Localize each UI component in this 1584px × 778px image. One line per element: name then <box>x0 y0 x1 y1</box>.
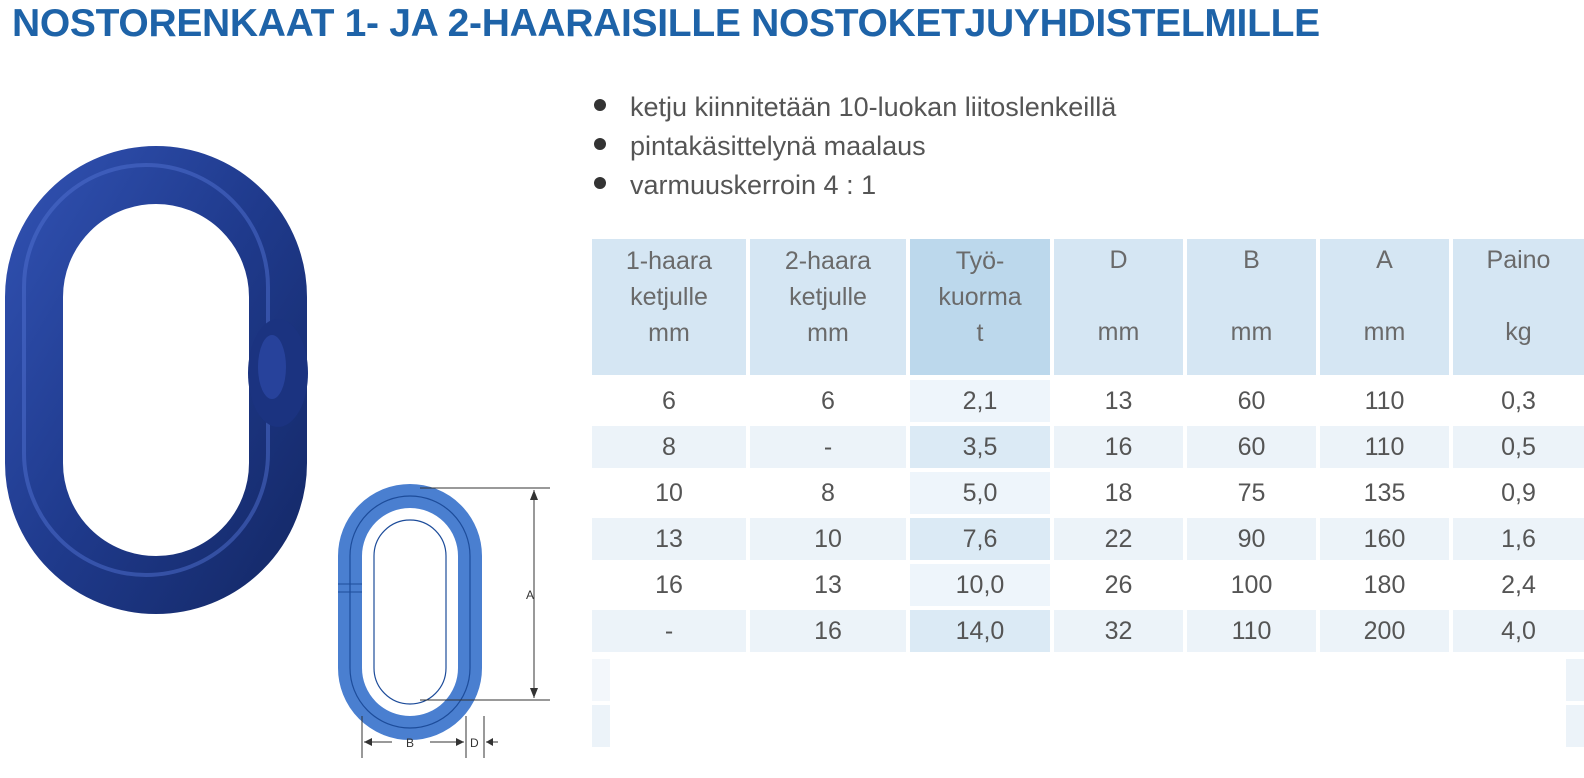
header-a <box>1320 239 1449 375</box>
header-unit: kg <box>1505 318 1532 346</box>
table-cell: 160 <box>1320 518 1449 560</box>
table-row <box>592 518 1584 560</box>
dimension-drawing <box>330 468 560 768</box>
header-text: B <box>1243 246 1260 274</box>
table-cell: 26 <box>1054 564 1183 606</box>
bullet-icon <box>594 138 606 150</box>
feature-item <box>592 166 1116 205</box>
header-text: Paino <box>1486 246 1551 274</box>
header-text: kuorma <box>938 283 1022 311</box>
table-cell: 10,0 <box>910 564 1050 606</box>
header-text: A <box>1376 246 1393 274</box>
table-cell: - <box>750 426 906 468</box>
table-cell: 100 <box>1187 564 1316 606</box>
table-cell: 110 <box>1320 380 1449 422</box>
table-cell: 6 <box>592 380 746 422</box>
header-text: D <box>1109 246 1128 274</box>
table-empty-rows <box>592 659 610 747</box>
table-cell: 14,0 <box>910 610 1050 652</box>
table-cell: 7,6 <box>910 518 1050 560</box>
header-text: 1-haara <box>625 247 713 275</box>
table-cell: 16 <box>750 610 906 652</box>
table-cell: 10 <box>592 472 746 514</box>
table-cell: 32 <box>1054 610 1183 652</box>
table-cell: 16 <box>592 564 746 606</box>
table-empty-rows-right <box>1566 659 1584 747</box>
header-text: mm <box>807 319 849 347</box>
header-paino <box>1453 239 1584 375</box>
header-text: 2-haara <box>784 247 872 275</box>
table-cell: 135 <box>1320 472 1449 514</box>
feature-text: ketju kiinnitetään 10-luokan liitoslenkeillä <box>630 92 1117 122</box>
header-tyokuorma <box>910 239 1050 375</box>
header-text: ketjulle <box>630 283 708 311</box>
table-cell: 75 <box>1187 472 1316 514</box>
table-cell: 110 <box>1187 610 1316 652</box>
header-text: t <box>976 319 984 347</box>
table-cell: 8 <box>592 426 746 468</box>
table-cell: 13 <box>750 564 906 606</box>
table-cell: 60 <box>1187 426 1316 468</box>
feature-item <box>592 127 1116 166</box>
table-cell: 200 <box>1320 610 1449 652</box>
dimension-label-d: D <box>470 736 479 750</box>
header-1-haara <box>592 239 746 375</box>
table-cell: 110 <box>1320 426 1449 468</box>
table-header-row <box>592 239 1584 375</box>
table-cell: 10 <box>750 518 906 560</box>
master-link-photo <box>0 145 320 615</box>
table-cell: 90 <box>1187 518 1316 560</box>
table-cell: 2,4 <box>1453 564 1584 606</box>
header-text: ketjulle <box>789 283 867 311</box>
table-cell: 0,9 <box>1453 472 1584 514</box>
table-cell: 22 <box>1054 518 1183 560</box>
table-cell: 6 <box>750 380 906 422</box>
table-cell: 13 <box>592 518 746 560</box>
dimension-label-a: A <box>526 588 535 602</box>
table-body <box>592 380 1584 652</box>
table-cell: 0,5 <box>1453 426 1584 468</box>
table-cell: 2,1 <box>910 380 1050 422</box>
table-row <box>592 472 1584 514</box>
header-d <box>1054 239 1183 375</box>
header-unit: mm <box>1363 318 1406 346</box>
table-cell: 18 <box>1054 472 1183 514</box>
dimension-table <box>592 239 1584 751</box>
table-cell: 16 <box>1054 426 1183 468</box>
header-unit: mm <box>1230 318 1273 346</box>
table-row <box>592 380 1584 422</box>
table-row <box>592 610 1584 652</box>
feature-text: varmuuskerroin 4 : 1 <box>630 170 877 200</box>
header-b <box>1187 239 1316 375</box>
table-cell: 1,6 <box>1453 518 1584 560</box>
header-2-haara <box>750 239 906 375</box>
table-cell: 8 <box>750 472 906 514</box>
table-row <box>592 564 1584 606</box>
header-text: Työ- <box>955 247 1005 275</box>
table-row <box>592 426 1584 468</box>
page-title: NOSTORENKAAT 1- JA 2-HAARAISILLE NOSTOKETJUYHDISTELMILLE <box>12 2 1320 45</box>
header-text: mm <box>648 319 690 347</box>
dimension-label-b: B <box>406 736 415 750</box>
table-cell: 4,0 <box>1453 610 1584 652</box>
table-cell: - <box>592 610 746 652</box>
feature-text: pintakäsittelynä maalaus <box>630 131 926 161</box>
table-cell: 60 <box>1187 380 1316 422</box>
bullet-icon <box>594 99 606 111</box>
bullet-icon <box>594 177 606 189</box>
table-cell: 3,5 <box>910 426 1050 468</box>
feature-item <box>592 88 1116 127</box>
table-cell: 0,3 <box>1453 380 1584 422</box>
header-unit: mm <box>1097 318 1140 346</box>
table-cell: 13 <box>1054 380 1183 422</box>
table-cell: 180 <box>1320 564 1449 606</box>
feature-list <box>592 88 1116 205</box>
table-cell: 5,0 <box>910 472 1050 514</box>
